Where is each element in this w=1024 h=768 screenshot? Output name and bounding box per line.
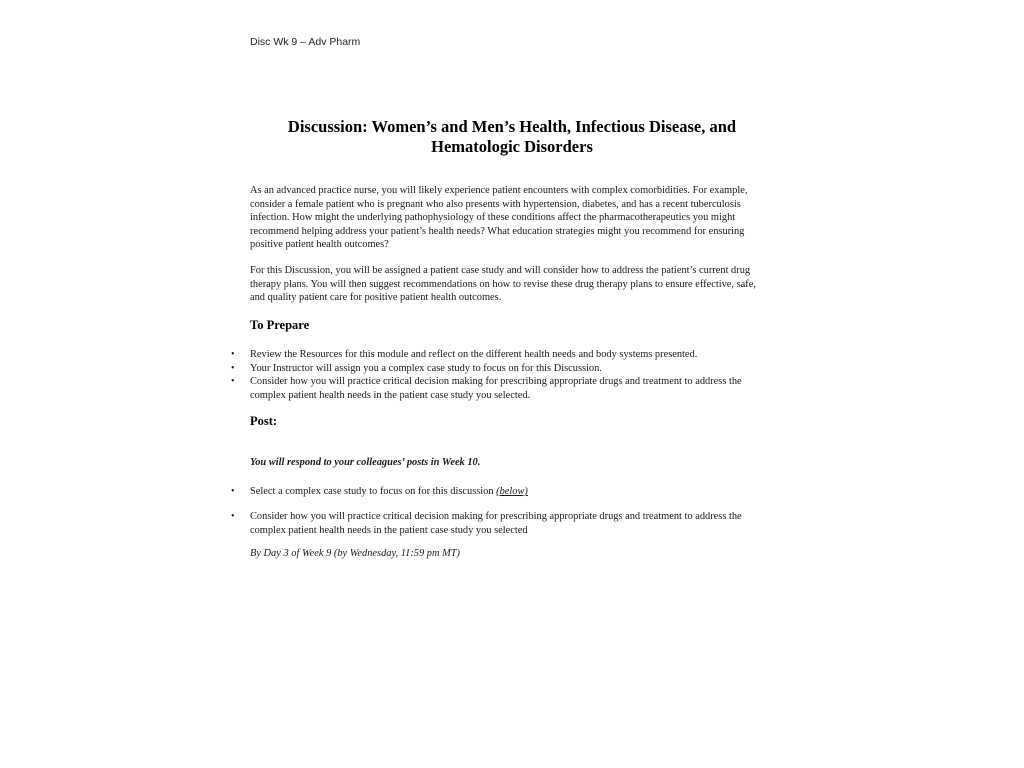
list-item [228,485,773,499]
list-item-text: Consider how you will practice critical decision making for prescribing appropriate drugs and treatment to address the complex patient health needs in the patient case study you selected. [250,376,742,401]
list-item-text: Review the Resources for this module and reflect on the different health needs and body systems presented. [250,349,698,360]
bullet-icon: • [231,486,235,497]
bullet-icon: • [231,362,235,374]
to-prepare-list [228,348,773,402]
list-item [228,348,773,362]
document-header: Disc Wk 9 – Adv Pharm [250,36,361,48]
bullet-icon: • [231,349,235,360]
bullet-icon: • [231,376,235,387]
to-prepare-heading: To Prepare [250,318,310,332]
list-item-text: Your Instructor will assign you a complex case study to focus on for this Discussion. [250,362,602,374]
list-item [228,375,773,402]
intro-paragraph-1: As an advanced practice nurse, you will likely experience patient encounters with complex comorbidities. For example, consider a female patient who is pregnant who also presents with hypertension, diabetes, and has a recent tuberculosis infection. How might the underlying pathophysiology of these conditions affect the pharmacotherapeutics you might recommend helping address your patient’s health needs? What education strategies might you recommend for ensuring positive patient health outcomes? [250,185,748,250]
respond-note: You will respond to your colleagues’ posts in Week 10. [250,457,481,468]
bullet-icon: • [231,511,235,522]
page-title: Discussion: Women’s and Men’s Health, Infectious Disease, and Hematologic Disorders [287,117,737,156]
deadline-text: By Day 3 of Week 9 (by Wednesday, 11:59 pm MT) [250,548,460,559]
post-list [228,485,773,499]
post-list-2 [228,510,773,537]
below-link[interactable]: (below) [496,486,528,497]
intro-paragraph-2: For this Discussion, you will be assigned a patient case study and will consider how to address the patient’s current drug therapy plans. You will then suggest recommendations on how to revise these drug therapy plans to ensure effective, safe, and quality patient care for positive patient health outcomes. [250,265,756,303]
list-item-text: Consider how you will practice critical decision making for prescribing appropriate drugs and treatment to address the complex patient health needs in the patient case study you selected [250,511,742,536]
list-item-text: Select a complex case study to focus on for this discussion [250,486,497,497]
list-item [228,510,773,537]
post-heading: Post: [250,414,278,428]
list-item [228,362,773,376]
